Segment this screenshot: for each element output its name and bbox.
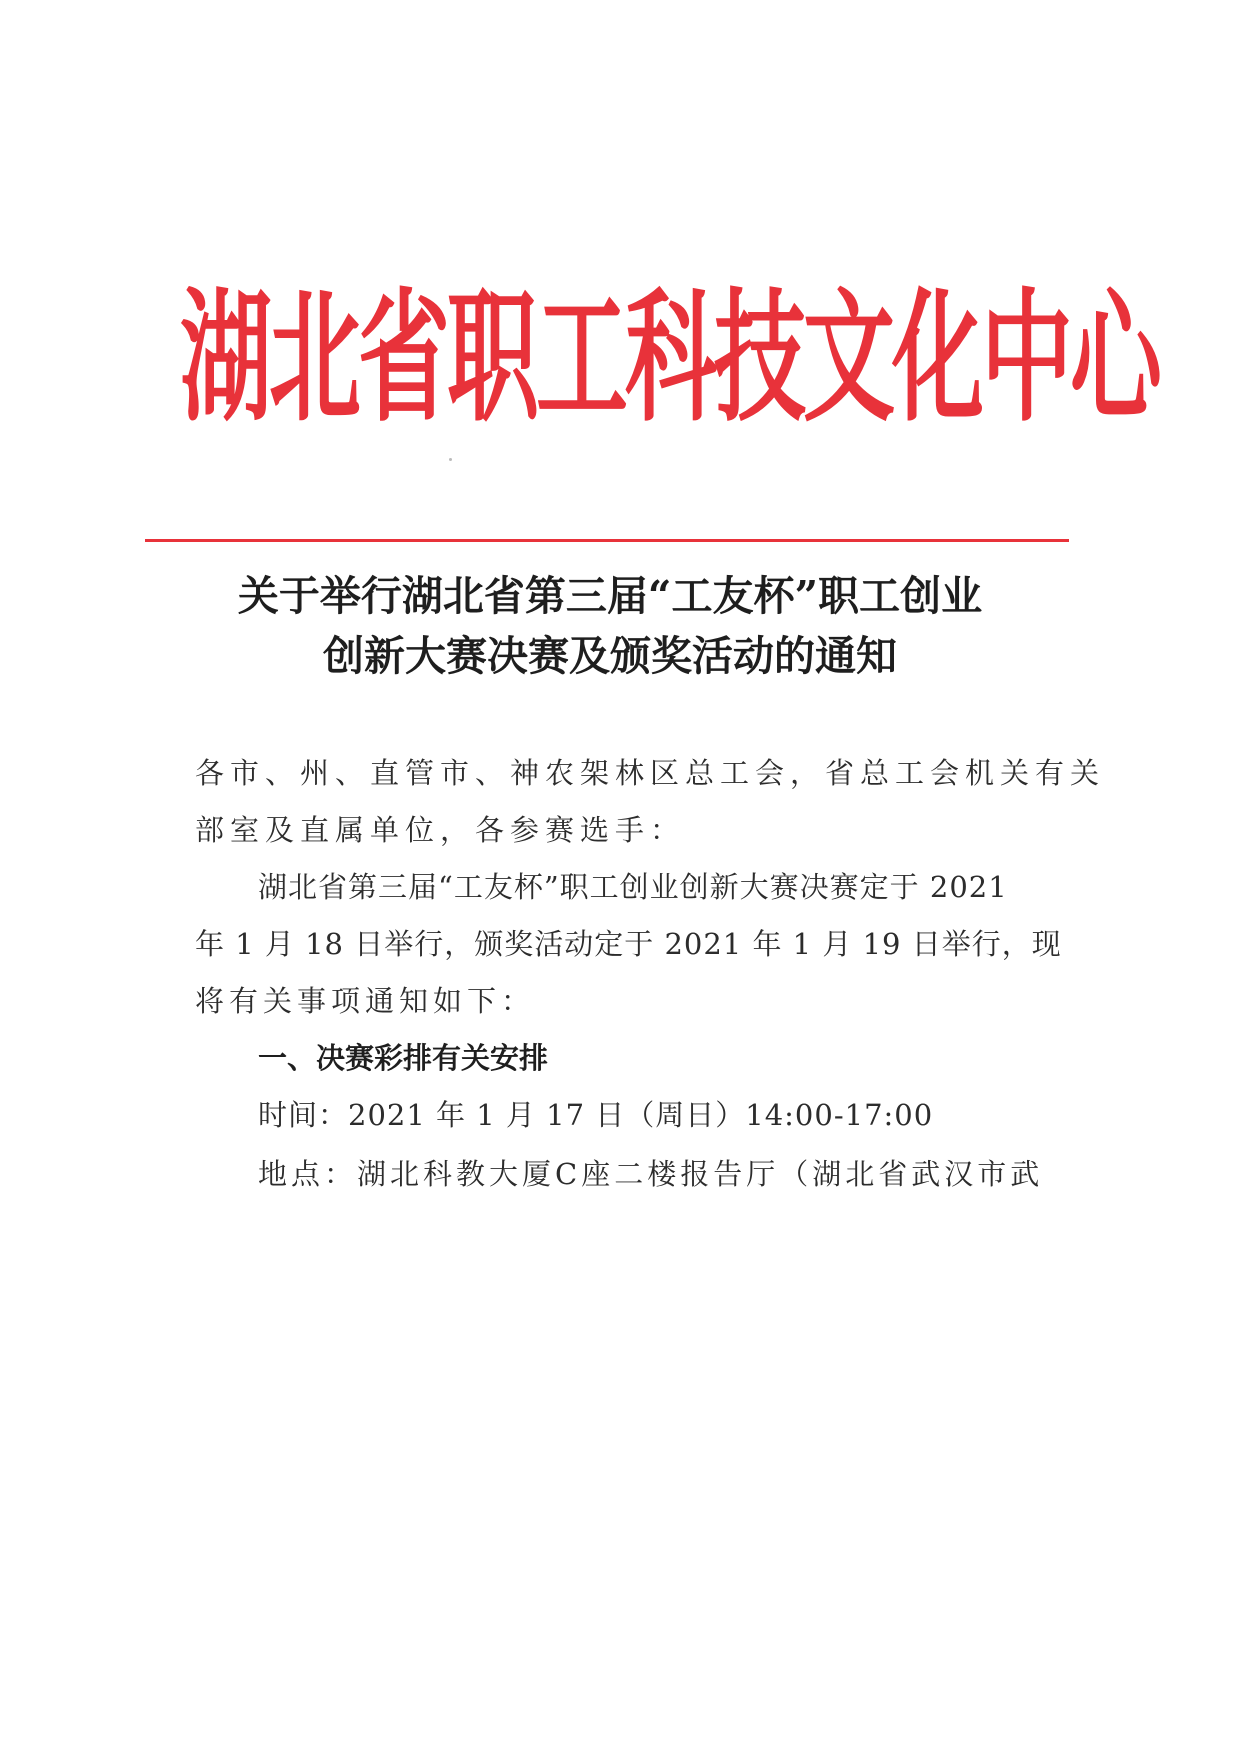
rehearsal-venue-clipped [195, 1144, 1045, 1191]
organization-letterhead: 湖北省职工科技文化中心 [180, 275, 1160, 442]
title-line-1: 关于举行湖北省第三届“工友杯”职工创业 [237, 572, 983, 620]
rehearsal-venue: 地点：湖北科教大厦C座二楼报告厅（湖北省武汉市武 [258, 1157, 1044, 1191]
body-paragraph-line-1: 湖北省第三届“工友杯”职工创业创新大赛决赛定于 2021 [258, 870, 1008, 904]
document-title [150, 566, 1070, 686]
letterhead-divider [145, 539, 1069, 542]
salutation-line-1: 各市、州、直管市、神农架林区总工会，省总工会机关有关 [195, 756, 1106, 790]
scan-artifact [449, 458, 452, 461]
salutation-line-2: 部室及直属单位，各参赛选手： [195, 813, 686, 847]
rehearsal-time: 时间：2021 年 1 月 17 日（周日）14:00-17:00 [258, 1098, 934, 1132]
body-paragraph-line-2: 年 1 月 18 日举行，颁奖活动定于 2021 年 1 月 19 日举行，现 [195, 927, 1062, 961]
body-paragraph-line-3: 将有关事项通知如下： [195, 984, 536, 1018]
section-heading-rehearsal: 一、决赛彩排有关安排 [258, 1041, 549, 1075]
title-line-2: 创新大赛决赛及颁奖活动的通知 [323, 632, 897, 680]
